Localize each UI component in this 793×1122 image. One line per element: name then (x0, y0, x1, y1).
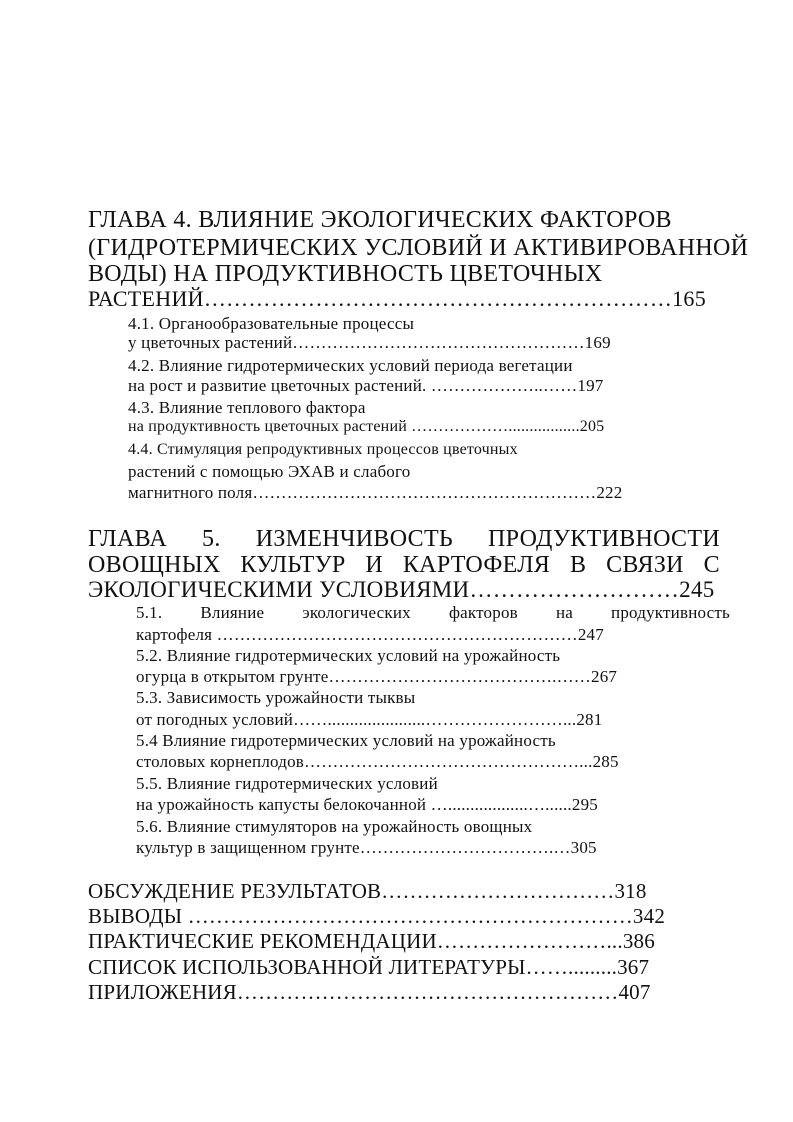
toc-entry-discussion: ОБСУЖДЕНИЕ РЕЗУЛЬТАТОВ……………………………318 (88, 879, 647, 903)
section-4-3-line-1: 4.3. Влияние теплового фактора (128, 398, 366, 417)
word: КАРТОФЕЛЯ (402, 552, 551, 578)
word: ГЛАВА (88, 526, 168, 552)
word: СВЯЗИ (606, 552, 684, 578)
word: 5.1. (136, 603, 163, 622)
word: продуктивность (611, 603, 730, 622)
chapter-5-title-line-3: ЭКОЛОГИЧЕСКИМИ УСЛОВИЯМИ………………………245 (88, 577, 715, 602)
section-5-2-line-1: 5.2. Влияние гидротермических условий на урожайность (136, 646, 561, 665)
word: факторов (448, 603, 518, 622)
section-5-4-line-1: 5.4 Влияние гидротермических условий на урожайность (136, 731, 556, 750)
word: В (569, 552, 587, 578)
section-5-1-line-1 (136, 604, 730, 621)
word: ИЗМЕНЧИВОСТЬ (255, 526, 453, 552)
section-5-6-line-2: культур в защищенном грунте…………………………….…305 (136, 838, 597, 857)
section-5-3-line-1: 5.3. Зависимость урожайности тыквы (136, 688, 416, 707)
word: на (555, 603, 573, 622)
toc-entry-appendices: ПРИЛОЖЕНИЯ………………………………………………407 (88, 980, 651, 1004)
section-5-2-line-2: огурца в открытом грунте………………………………….……267 (136, 667, 618, 686)
toc-entry-conclusions: ВЫВОДЫ ………………………………………………………342 (88, 904, 666, 928)
section-5-4-line-2: столовых корнеплодов…………………………………………...285 (136, 752, 619, 771)
toc-entry-bibliography: СПИСОК ИСПОЛЬЗОВАННОЙ ЛИТЕРАТУРЫ…….........367 (88, 955, 650, 979)
section-4-3-line-2: на продуктивность цветочных растений ……………….................205 (128, 418, 605, 435)
section-4-4-line-1: 4.4. Стимуляция репродуктивных процессов цветочных (128, 441, 518, 458)
section-5-5-line-1: 5.5. Влияние гидротермических условий (136, 774, 438, 793)
chapter-4-title-line-2: (ГИДРОТЕРМИЧЕСКИХ УСЛОВИЙ И АКТИВИРОВАННОЙ (88, 235, 749, 261)
section-5-6-line-1: 5.6. Влияние стимуляторов на урожайность овощных (136, 817, 533, 836)
chapter-5-title-line-1 (88, 527, 720, 551)
section-5-1-line-2: картофеля ………………………………………………………247 (136, 625, 604, 644)
section-5-5-line-2: на урожайность капусты белокочанной …..................…......295 (136, 795, 598, 814)
word: КУЛЬТУР (240, 552, 346, 578)
word: И (365, 552, 384, 578)
chapter-5-title-line-2 (88, 553, 720, 577)
word: экологических (302, 603, 411, 622)
section-4-2-line-1: 4.2. Влияние гидротермических условий периода вегетации (128, 356, 573, 375)
word: ОВОЩНЫХ (88, 552, 221, 578)
section-4-4-line-2: растений с помощью ЭХАВ и слабого (128, 462, 411, 481)
section-4-1-line-2: у цветочных растений……………………………………………169 (128, 333, 611, 352)
section-4-1-line-1: 4.1. Органообразовательные процессы (128, 314, 415, 333)
word: 5. (202, 526, 221, 552)
chapter-4-title-line-3: ВОДЫ) НА ПРОДУКТИВНОСТЬ ЦВЕТОЧНЫХ (88, 261, 603, 287)
chapter-4-title-line-1: ГЛАВА 4. ВЛИЯНИЕ ЭКОЛОГИЧЕСКИХ ФАКТОРОВ (88, 207, 672, 233)
section-5-3-line-2: от погодных условий……......................……………………...281 (136, 710, 603, 729)
word: Влияние (200, 603, 265, 622)
toc-entry-recommendations: ПРАКТИЧЕСКИЕ РЕКОМЕНДАЦИИ……………………...386 (88, 929, 655, 953)
section-4-2-line-2: на рост и развитие цветочных растений. ………………..……197 (128, 376, 604, 395)
word: ПРОДУКТИВНОСТИ (488, 526, 720, 552)
chapter-4-title-line-4: РАСТЕНИЙ………………………………………………………165 (88, 286, 707, 311)
section-4-4-line-3: магнитного поля……………………………………………………222 (128, 483, 623, 502)
word: С (703, 552, 720, 578)
